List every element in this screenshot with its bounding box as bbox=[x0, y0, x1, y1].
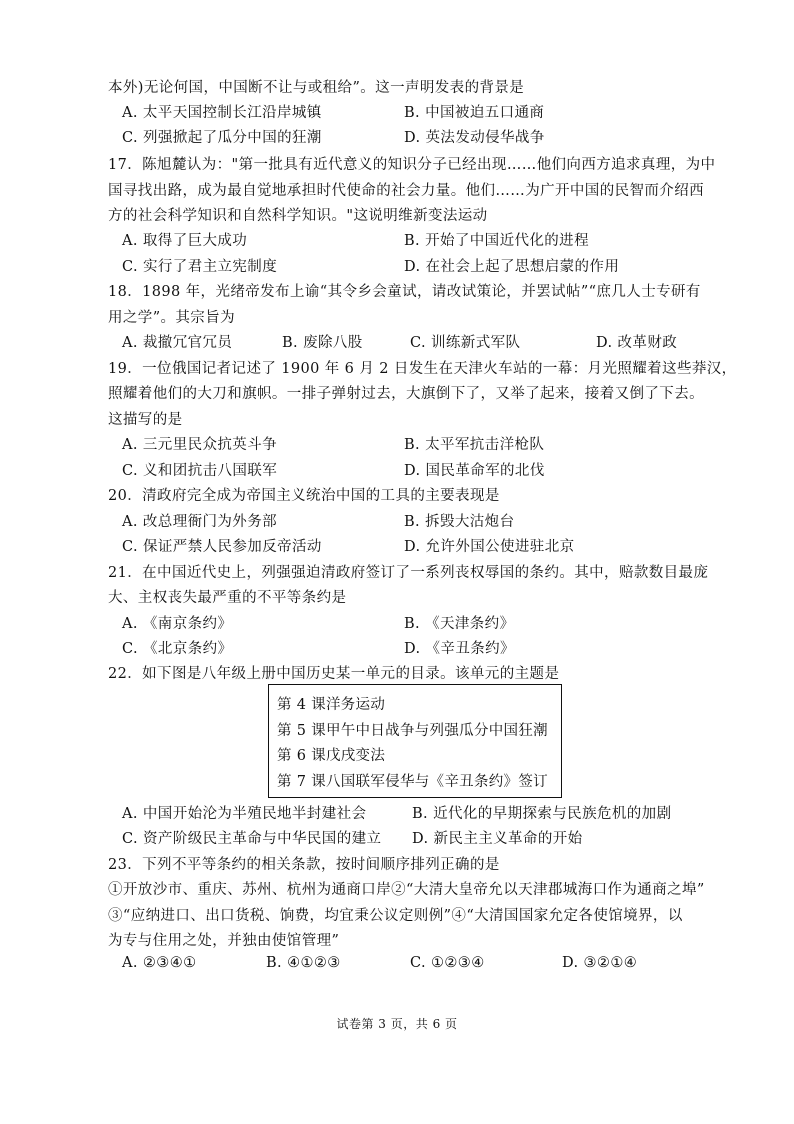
q21-option-d: D. 《辛丑条约》 bbox=[404, 641, 515, 657]
q22-stem: 22．如下图是八年级上册中国历史某一单元的目录。该单元的主题是 bbox=[108, 666, 560, 682]
q23-option-d: D. ③②①④ bbox=[562, 955, 638, 971]
q19-option-a: A. 三元里民众抗英斗争 bbox=[122, 437, 277, 453]
q20-option-b: B. 拆毁大沽炮台 bbox=[404, 514, 515, 530]
q21-option-a: A. 《南京条约》 bbox=[122, 616, 233, 632]
q17-option-a: A. 取得了巨大成功 bbox=[122, 233, 248, 249]
q23-option-b: B. ④①②③ bbox=[266, 955, 341, 971]
q17-option-d: D. 在社会上起了思想启蒙的作用 bbox=[404, 259, 620, 275]
q22-option-d: D. 新民主主义革命的开始 bbox=[412, 831, 583, 847]
q19-stem-line2: 照耀着他们的大刀和旗帜。一排子弹射过去，大旗倒下了，又举了起来，接着又倒了下去。 bbox=[108, 386, 704, 402]
q17-option-c: C. 实行了君主立宪制度 bbox=[122, 259, 278, 275]
catalog-item: 第 4 课洋务运动 bbox=[277, 697, 386, 713]
q21-stem-line2: 大、主权丧失最严重的不平等条约是 bbox=[108, 590, 347, 606]
q19-stem-line1: 19．一位俄国记者记述了 1900 年 6 月 2 日发生在天津火车站的一幕：月光照耀着这些莽汉， bbox=[108, 361, 737, 377]
q20-option-c: C. 保证严禁人民参加反帝活动 bbox=[122, 539, 322, 555]
q23-clause-line2: ③“应纳进口、出口货税、饷费，均宜秉公议定则例”④“大清国国家允定各使馆境界，以 bbox=[108, 908, 683, 924]
q18-option-a: A. 裁撤冗官冗员 bbox=[122, 335, 233, 351]
q18-option-d: D. 改革财政 bbox=[596, 335, 678, 351]
unit-catalog-box bbox=[268, 684, 562, 798]
q22-option-b: B. 近代化的早期探索与民族危机的加剧 bbox=[412, 806, 672, 822]
q23-stem: 23．下列不平等条约的相关条款，按时间顺序排列正确的是 bbox=[108, 857, 500, 873]
q21-stem-line1: 21．在中国近代史上，列强强迫清政府签订了一系列丧权辱国的条约。其中，赔款数目最庞 bbox=[108, 565, 709, 581]
q18-option-c: C. 训练新式军队 bbox=[410, 335, 521, 351]
page-footer: 试卷第 3 页，共 6 页 bbox=[336, 1017, 458, 1031]
q16-option-c: C. 列强掀起了瓜分中国的狂潮 bbox=[122, 130, 322, 146]
q19-option-b: B. 太平军抗击洋枪队 bbox=[404, 437, 545, 453]
q22-option-a: A. 中国开始沦为半殖民地半封建社会 bbox=[122, 806, 367, 822]
q16-option-d: D. 英法发动侵华战争 bbox=[404, 130, 545, 146]
q21-option-b: B. 《天津条约》 bbox=[404, 616, 515, 632]
q17-option-b: B. 开始了中国近代化的进程 bbox=[404, 233, 589, 249]
q23-clause-line3: 为专与住用之处，并独由使馆管理” bbox=[108, 933, 340, 949]
q18-option-b: B. 废除八股 bbox=[282, 335, 363, 351]
q17-stem-line3: 方的社会科学知识和自然科学知识。"这说明维新变法运动 bbox=[108, 208, 488, 224]
q20-option-a: A. 改总理衙门为外务部 bbox=[122, 514, 277, 530]
q19-option-c: C. 义和团抗击八国联军 bbox=[122, 463, 278, 479]
q23-clause-line1: ①开放沙市、重庆、苏州、杭州为通商口岸②“大清大皇帝允以天津郡城海口作为通商之埠” bbox=[108, 882, 705, 898]
q20-stem: 20．清政府完全成为帝国主义统治中国的工具的主要表现是 bbox=[108, 488, 500, 504]
q18-stem-line2: 用之学”。其宗旨为 bbox=[108, 310, 236, 326]
q19-stem-line3: 这描写的是 bbox=[108, 412, 183, 428]
q18-stem-line1: 18．1898 年，光绪帝发布上谕“其令乡会童试，请改试策论，并罢试帖”“庶几人士专研有 bbox=[108, 284, 701, 300]
q22-option-c: C. 资产阶级民主革命与中华民国的建立 bbox=[122, 831, 382, 847]
q17-stem-line1: 17．陈旭麓认为："第一批具有近代意义的知识分子已经出现……他们向西方追求真理，为中 bbox=[108, 157, 716, 173]
q17-stem-line2: 国寻找出路，成为最自觉地承担时代使命的社会力量。他们……为广开中国的民智而介绍西 bbox=[108, 183, 704, 199]
q16-option-a: A. 太平天国控制长江沿岸城镇 bbox=[122, 105, 322, 121]
q20-option-d: D. 允许外国公使进驻北京 bbox=[404, 539, 575, 555]
q16-stem-tail: 本外)无论何国，中国断不让与或租给”。这一声明发表的背景是 bbox=[108, 80, 525, 96]
catalog-item: 第 5 课甲午中日战争与列强瓜分中国狂潮 bbox=[277, 723, 548, 739]
q16-option-b: B. 中国被迫五口通商 bbox=[404, 105, 545, 121]
q21-option-c: C. 《北京条约》 bbox=[122, 641, 233, 657]
catalog-item: 第 6 课戊戌变法 bbox=[277, 748, 386, 764]
q19-option-d: D. 国民革命军的北伐 bbox=[404, 463, 545, 479]
catalog-item: 第 7 课八国联军侵华与《辛丑条约》签订 bbox=[277, 774, 548, 790]
q23-option-c: C. ①②③④ bbox=[410, 955, 485, 971]
q23-option-a: A. ②③④① bbox=[122, 955, 197, 971]
